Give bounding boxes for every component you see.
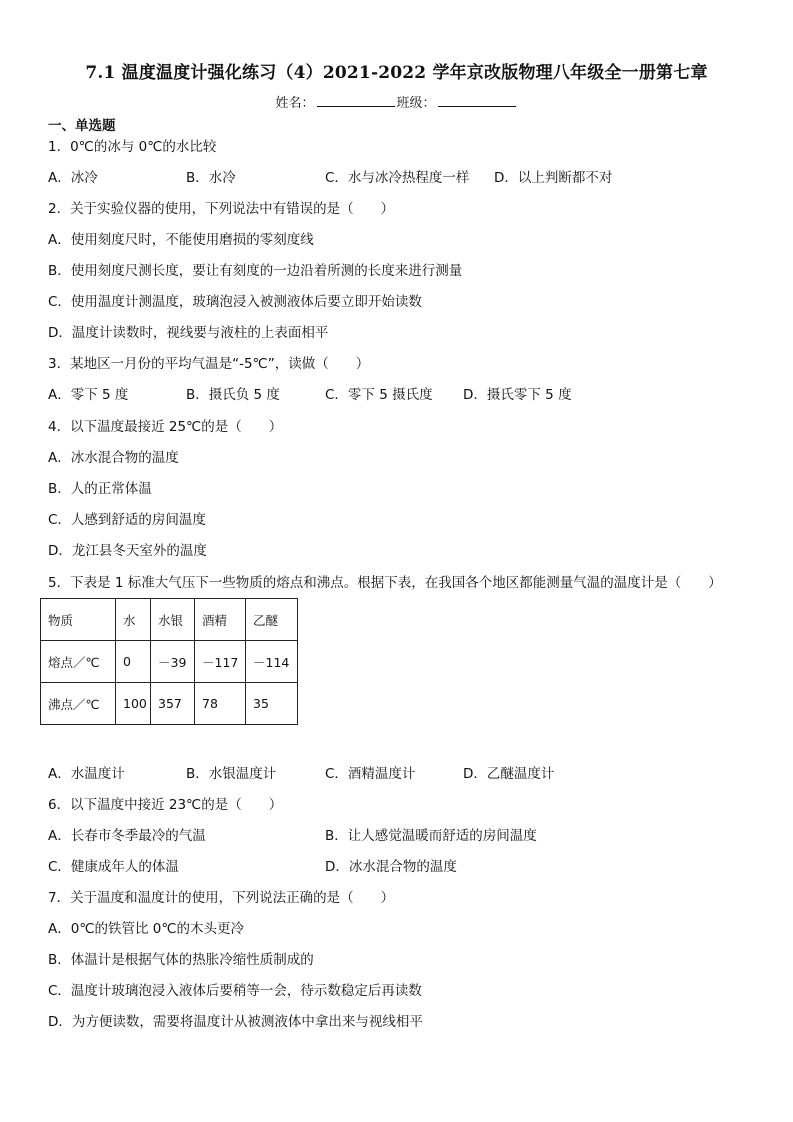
table-cell: 物质: [41, 599, 116, 641]
option-a[interactable]: A．0℃的铁管比 0℃的木头更冷: [48, 921, 245, 937]
table-cell: －39: [151, 641, 195, 683]
option-b[interactable]: B．水冷: [186, 170, 236, 186]
table-cell: 乙醚: [246, 599, 298, 641]
question-6-stem: 6．以下温度中接近 23℃的是（ ）: [48, 797, 283, 813]
table-cell: 沸点／℃: [41, 683, 116, 725]
question-3-stem: 3．某地区一月份的平均气温是“-5℃”，读做（ ）: [48, 356, 370, 372]
option-c[interactable]: C．健康成年人的体温: [48, 859, 179, 875]
option-b[interactable]: B．水银温度计: [186, 766, 277, 782]
option-a[interactable]: A．长春市冬季最冷的气温: [48, 828, 206, 844]
option-d[interactable]: D．龙江县冬天室外的温度: [48, 543, 207, 559]
question-7-stem: 7．关于温度和温度计的使用，下列说法正确的是（ ）: [48, 890, 395, 906]
question-1-stem: 1．0℃的冰与 0℃的水比较: [48, 139, 217, 155]
table-cell: －114: [246, 641, 298, 683]
option-d[interactable]: D．乙醚温度计: [463, 766, 555, 782]
option-b[interactable]: B．体温计是根据气体的热胀冷缩性质制成的: [48, 952, 314, 968]
question-5-options: [48, 765, 748, 783]
option-a[interactable]: A．零下 5 度: [48, 387, 129, 403]
table-cell: 酒精: [195, 599, 246, 641]
section-heading: 一、单选题: [48, 118, 116, 134]
table-cell: 0: [116, 641, 151, 683]
name-label: 姓名：: [275, 96, 315, 111]
option-b[interactable]: B．人的正常体温: [48, 481, 152, 497]
table-cell: 水银: [151, 599, 195, 641]
question-4-stem: 4．以下温度最接近 25℃的是（ ）: [48, 419, 283, 435]
option-a[interactable]: A．冰水混合物的温度: [48, 450, 179, 466]
table-cell: 357: [151, 683, 195, 725]
option-b[interactable]: B．让人感觉温暖而舒适的房间温度: [325, 828, 537, 844]
option-d[interactable]: D．摄氏零下 5 度: [463, 387, 572, 403]
table-row: [41, 683, 298, 725]
option-d[interactable]: D．温度计读数时，视线要与液柱的上表面相平: [48, 325, 329, 341]
option-d[interactable]: D．为方便读数，需要将温度计从被测液体中拿出来与视线相平: [48, 1014, 423, 1030]
table-cell: 水: [116, 599, 151, 641]
option-d[interactable]: D．冰水混合物的温度: [325, 859, 457, 875]
option-c[interactable]: C．酒精温度计: [325, 766, 416, 782]
question-5-stem: 5．下表是 1 标准大气压下一些物质的熔点和沸点。根据下表，在我国各个地区都能测量气温的温度计是（ ）: [48, 575, 722, 591]
table-cell: 100: [116, 683, 151, 725]
table-cell: 78: [195, 683, 246, 725]
option-c[interactable]: C．使用温度计测温度，玻璃泡浸入被测液体后要立即开始读数: [48, 294, 422, 310]
option-c[interactable]: C．人感到舒适的房间温度: [48, 512, 206, 528]
table-cell: 35: [246, 683, 298, 725]
page-title: 7.1 温度温度计强化练习（4）2021-2022 学年京改版物理八年级全一册第七章: [85, 63, 708, 83]
melting-boiling-table: [40, 598, 298, 725]
question-1-options: [48, 169, 748, 187]
option-a[interactable]: A．冰冷: [48, 170, 98, 186]
option-a[interactable]: A．使用刻度尺时，不能使用磨损的零刻度线: [48, 232, 314, 248]
option-d[interactable]: D．以上判断都不对: [494, 170, 613, 186]
table-cell: －117: [195, 641, 246, 683]
question-6-options-row2: [48, 858, 748, 876]
class-blank[interactable]: [438, 95, 516, 107]
option-c[interactable]: C．零下 5 摄氏度: [325, 387, 433, 403]
question-6-options-row1: [48, 827, 748, 845]
name-blank[interactable]: [317, 95, 395, 107]
table-row: [41, 641, 298, 683]
option-c[interactable]: C．温度计玻璃泡浸入液体后要稍等一会，待示数稳定后再读数: [48, 983, 422, 999]
option-b[interactable]: B．摄氏负 5 度: [186, 387, 280, 403]
option-c[interactable]: C．水与冰冷热程度一样: [325, 170, 470, 186]
question-2-stem: 2．关于实验仪器的使用，下列说法中有错误的是（ ）: [48, 201, 395, 217]
table-cell: 熔点／℃: [41, 641, 116, 683]
student-info-line: [0, 92, 793, 111]
option-a[interactable]: A．水温度计: [48, 766, 125, 782]
table-row: [41, 599, 298, 641]
option-b[interactable]: B．使用刻度尺测长度，要让有刻度的一边沿着所测的长度来进行测量: [48, 263, 463, 279]
question-3-options: [48, 386, 748, 404]
class-label: 班级：: [396, 96, 436, 111]
